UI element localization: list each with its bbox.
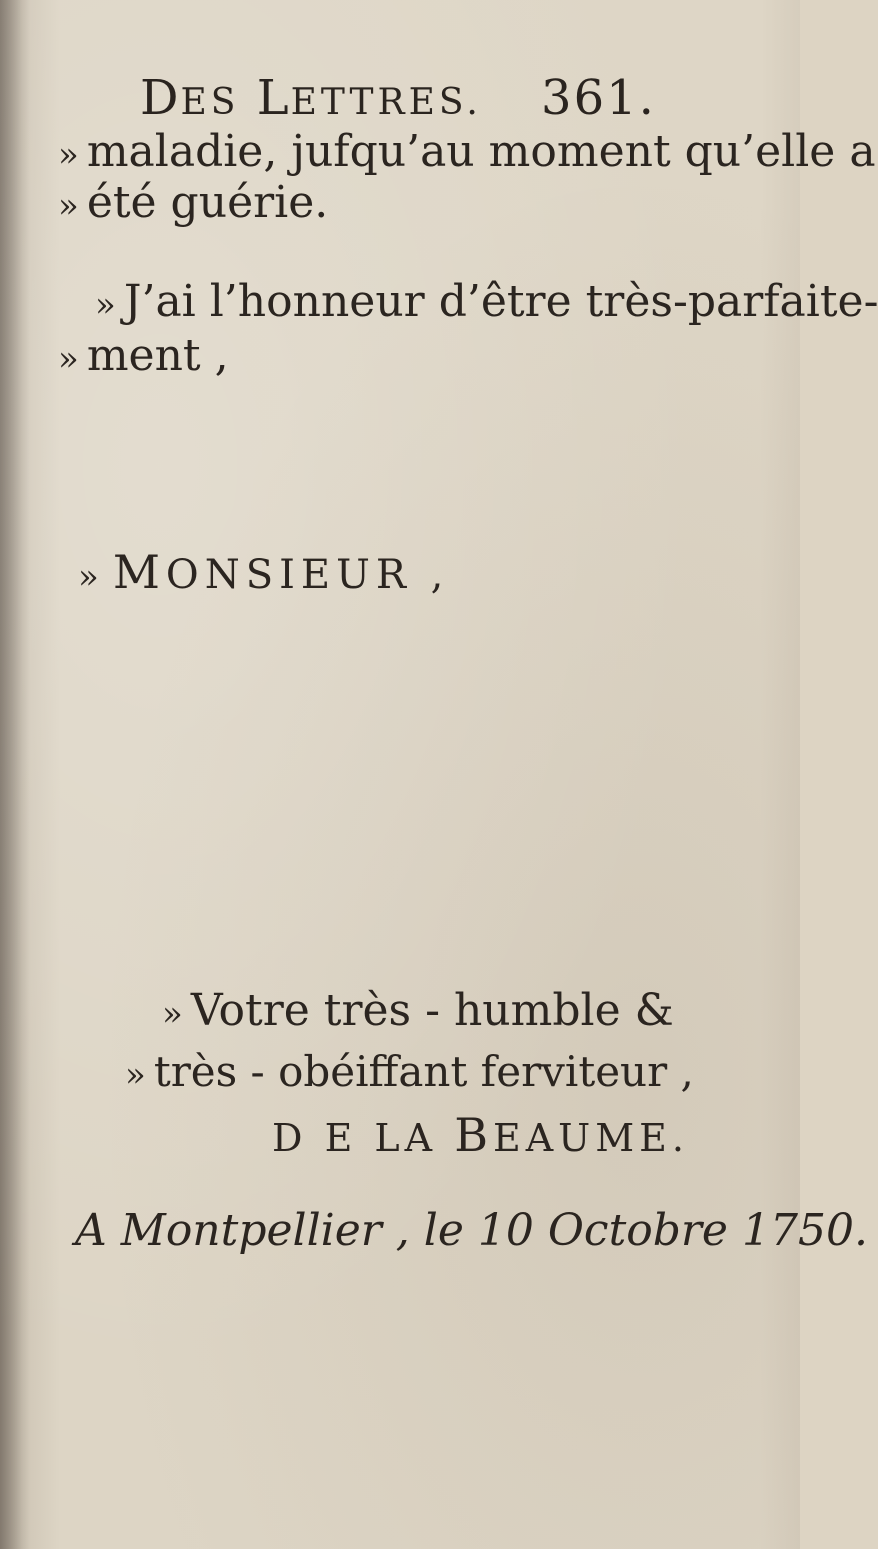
closing-line-1-text: Votre très - humble & [190,985,674,1036]
body-line-4 [58,330,229,381]
quote-mark: » [58,135,79,175]
salutation-rest: ONSIEUR , [165,552,450,598]
signature-d: D [272,1116,308,1160]
body-line-1 [58,126,876,177]
quote-mark: » [78,557,105,597]
dateline: A Montpellier , le 10 Octobre 1750. [75,1205,868,1256]
signature-b: B [454,1108,493,1162]
running-title-lead: D [140,70,181,126]
running-title-small2: ETTRES. [290,82,482,123]
page-number: 361. [541,70,656,126]
running-head [140,70,656,126]
salutation [78,545,449,599]
running-title-small1: ES [180,82,240,123]
body-line-3-text: J’ai l’honneur d’être très-parfaite- [123,276,878,327]
quote-mark: » [162,994,183,1034]
signature [272,1108,689,1162]
body-line-4-text: ment , [86,330,229,381]
quote-mark: » [95,285,116,325]
closing-line-1 [162,985,674,1036]
signature-rest: EAUME. [493,1116,689,1160]
body-line-2 [58,177,328,228]
closing-line-2-text: très - obéiffant ferviteur , [153,1047,694,1096]
signature-e: E [324,1116,358,1160]
quote-mark: » [125,1055,146,1095]
signature-la: LA [374,1116,438,1160]
quote-mark: » [58,186,79,226]
quote-mark: » [58,339,79,379]
running-title-big: L [256,70,291,126]
closing-line-2 [125,1047,694,1096]
body-line-1-text: maladie, jufqu’au moment qu’elle a [86,126,876,177]
body-line-2-text: été guérie. [86,177,329,228]
page-gutter-shadow [0,0,30,1549]
body-line-3 [95,276,878,327]
salutation-initial: M [112,545,166,599]
